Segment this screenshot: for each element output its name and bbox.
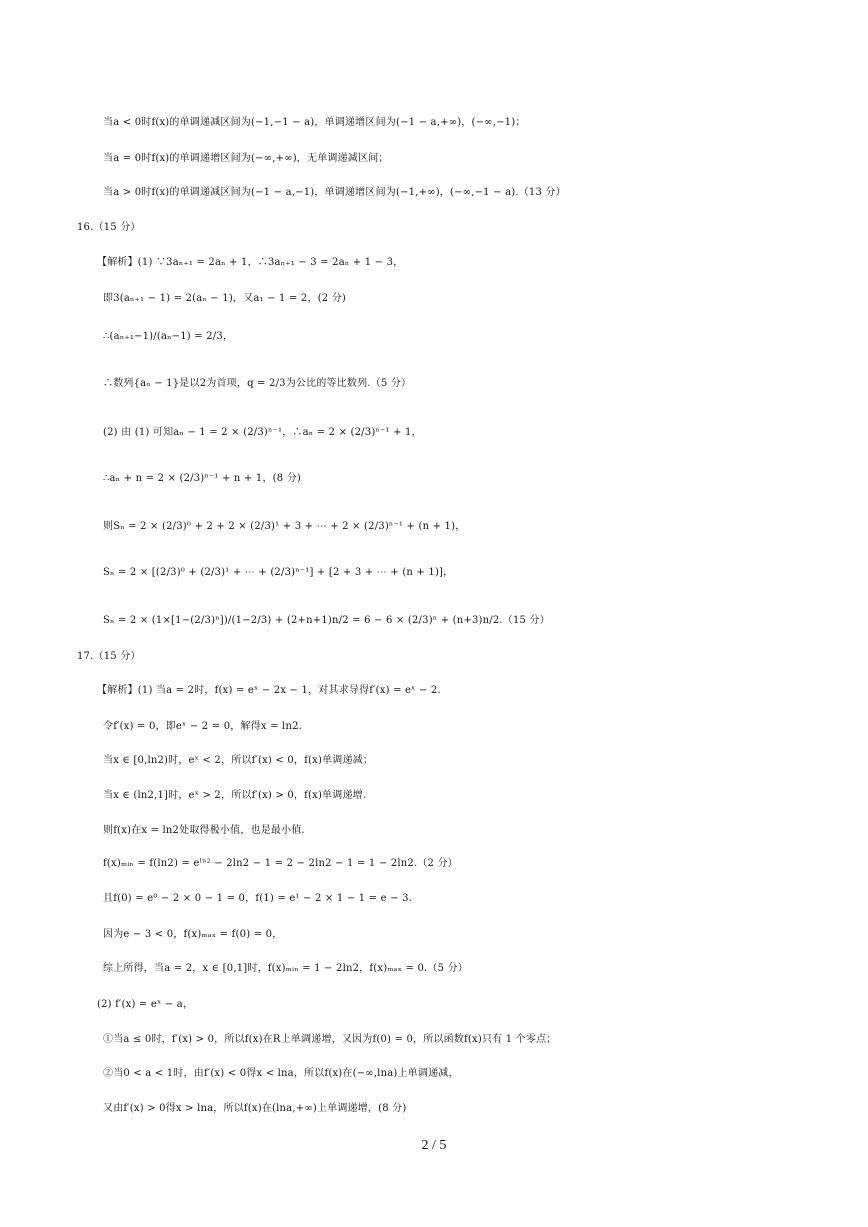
text-line: (2) f′(x) = eˣ − a， [97,999,194,1010]
text-line: ①当a ≤ 0时，f′(x) > 0，所以f(x)在R上单调递增，又因为f(0) = 0，所以函数f(x)只有 1 个零点； [103,1034,557,1045]
text-line: 令f′(x) = 0，即eˣ − 2 = 0，解得x = ln2. [103,721,303,732]
text-line: 则Sₙ = 2 × (2/3)⁰ + 2 + 2 × (2/3)¹ + 3 + ⋯ + 2 × (2/3)ⁿ⁻¹ + (n + 1)， [103,521,466,532]
text-line: ∴(aₙ₊₁−1)/(aₙ−1) = 2/3， [103,331,234,342]
question-heading-16: 16.（15 分） [77,222,141,233]
text-line: (2) 由 (1) 可知aₙ − 1 = 2 × (2/3)ⁿ⁻¹，∴aₙ = 2 × (2/3)ⁿ⁻¹ + 1， [103,427,422,438]
text-line: 当x ∈ [0,ln2)时，eˣ < 2，所以f′(x) < 0，f(x)单调递减； [103,755,374,766]
text-line: 当a < 0时f(x)的单调递减区间为(−1,−1 − a)，单调递增区间为(−1 − a,+∞)，(−∞,−1)； [103,117,526,128]
text-line: 即3(aₙ₊₁ − 1) = 2(aₙ − 1)，又a₁ − 1 = 2，(2 分) [103,293,347,304]
text-line: f(x)ₘᵢₙ = f(ln2) = eˡⁿ² − 2ln2 − 1 = 2 − 2ln2 − 1 = 1 − 2ln2.（2 分） [103,858,458,869]
text-line: Sₙ = 2 × [(2/3)⁰ + (2/3)¹ + ⋯ + (2/3)ⁿ⁻¹] + [2 + 3 + ⋯ + (n + 1)]， [103,567,454,578]
solution-line: 【解析】(1) 当a = 2时，f(x) = eˣ − 2x − 1，对其求导得f′(x) = eˣ − 2. [97,685,441,696]
text-line: Sₙ = 2 × (1×[1−(2/3)ⁿ])/(1−2/3) + (2+n+1)n/2 = 6 − 6 × (2/3)ⁿ + (n+3)n/2.（15 分） [103,615,550,626]
solution-line: 【解析】(1) ∵3aₙ₊₁ = 2aₙ + 1，∴3aₙ₊₁ − 3 = 2aₙ + 1 − 3， [97,257,404,268]
text-line: 当a > 0时f(x)的单调递减区间为(−1 − a,−1)，单调递增区间为(−1,+∞)，(−∞,−1 − a).（13 分） [103,187,566,198]
page-number: 2 / 5 [421,1138,447,1153]
text-line: 当a = 0时f(x)的单调递增区间为(−∞,+∞)，无单调递减区间； [103,153,389,164]
text-line: 因为e − 3 < 0，f(x)ₘₐₓ = f(0) = 0， [103,929,283,940]
question-heading-17: 17.（15 分） [77,651,141,662]
text-line: 则f(x)在x = ln2处取得极小值，也是最小值. [103,825,305,836]
text-line: ∴aₙ + n = 2 × (2/3)ⁿ⁻¹ + n + 1，(8 分) [103,473,301,484]
text-line: 综上所得，当a = 2，x ∈ [0,1]时，f(x)ₘᵢₙ = 1 − 2ln2，f(x)ₘₐₓ = 0.（5 分） [103,963,468,974]
text-line: ∴数列{aₙ − 1}是以2为首项，q = 2/3为公比的等比数列.（5 分） [103,378,412,389]
text-line: 且f(0) = e⁰ − 2 × 0 − 1 = 0，f(1) = e¹ − 2 × 1 − 1 = e − 3. [103,893,413,904]
text-line: ②当0 < a < 1时，由f′(x) < 0得x < lna，所以f(x)在(−∞,lna)上单调递减， [103,1068,459,1079]
text-line: 当x ∈ (ln2,1]时，eˣ > 2，所以f′(x) > 0，f(x)单调递增. [103,790,367,801]
text-line: 又由f′(x) > 0得x > lna，所以f(x)在(lna,+∞)上单调递增，(8 分) [103,1103,407,1114]
